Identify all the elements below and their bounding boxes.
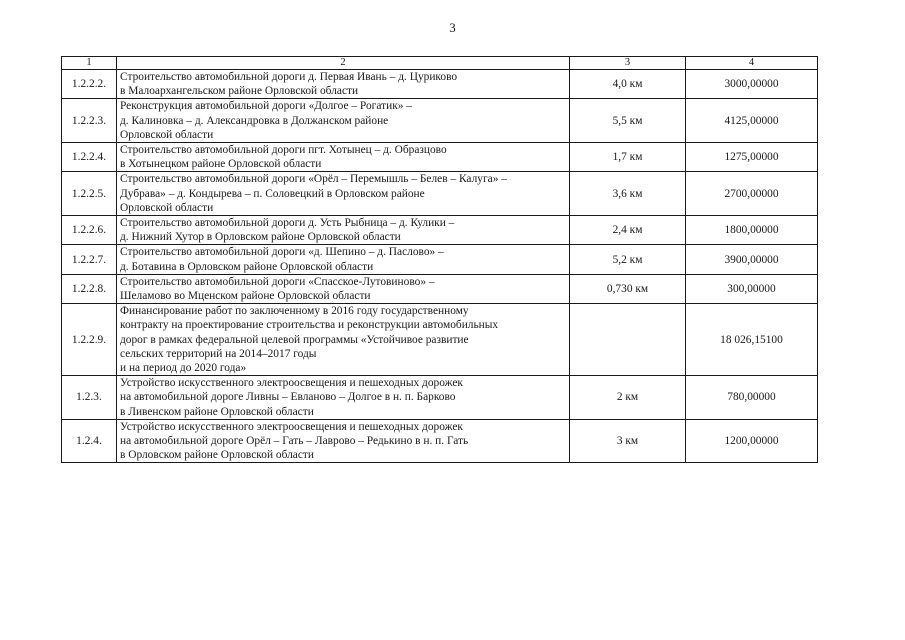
row-amount: 3000,00000 — [686, 70, 818, 99]
row-amount: 780,00000 — [686, 376, 818, 420]
row-amount: 1200,00000 — [686, 419, 818, 463]
table-row — [62, 274, 818, 303]
table-row — [62, 419, 818, 463]
row-number: 1.2.2.8. — [62, 274, 117, 303]
row-number: 1.2.2.2. — [62, 70, 117, 99]
row-amount: 2700,00000 — [686, 172, 818, 216]
row-amount: 1275,00000 — [686, 143, 818, 172]
row-number: 1.2.4. — [62, 419, 117, 463]
row-amount: 4125,00000 — [686, 99, 818, 143]
table-row — [62, 172, 818, 216]
table-row — [62, 376, 818, 420]
row-length: 5,5 км — [570, 99, 686, 143]
header-cell-3: 3 — [570, 57, 686, 70]
row-amount: 300,00000 — [686, 274, 818, 303]
header-cell-2: 2 — [117, 57, 570, 70]
row-length: 3,6 км — [570, 172, 686, 216]
row-description: Строительство автомобильной дороги «Орёл – Перемышль – Белев – Калуга» – Дубрава» – д. Кондырева – п. Соловецкий в Орловском районе Орловской области — [117, 172, 570, 216]
row-description: Строительство автомобильной дороги пгт. Хотынец – д. Образцово в Хотынецком районе Орловской области — [117, 143, 570, 172]
page-number: 3 — [449, 20, 456, 35]
row-amount: 3900,00000 — [686, 245, 818, 274]
header-cell-1: 1 — [62, 57, 117, 70]
row-description: Строительство автомобильной дороги д. Усть Рыбница – д. Кулики – д. Нижний Хутор в Орловском районе Орловской области — [117, 216, 570, 245]
document-table — [61, 56, 818, 463]
row-length — [570, 304, 686, 376]
row-description: Устройство искусственного электроосвещения и пешеходных дорожек на автомобильной дороге Ливны – Евланово – Долгое в н. п. Барково в Ливенском районе Орловской области — [117, 376, 570, 420]
row-length: 0,730 км — [570, 274, 686, 303]
row-length: 2,4 км — [570, 216, 686, 245]
row-number: 1.2.2.5. — [62, 172, 117, 216]
row-length: 2 км — [570, 376, 686, 420]
row-number: 1.2.2.3. — [62, 99, 117, 143]
row-number: 1.2.3. — [62, 376, 117, 420]
row-amount: 18 026,15100 — [686, 304, 818, 376]
row-description: Строительство автомобильной дороги «Спасское-Лутовиново» – Шеламово во Мценском районе Орловской области — [117, 274, 570, 303]
row-length: 5,2 км — [570, 245, 686, 274]
table-row — [62, 143, 818, 172]
row-length: 3 км — [570, 419, 686, 463]
header-cell-4: 4 — [686, 57, 818, 70]
row-length: 4,0 км — [570, 70, 686, 99]
row-number: 1.2.2.6. — [62, 216, 117, 245]
row-description: Строительство автомобильной дороги «д. Шепино – д. Паслово» – д. Ботавина в Орловском районе Орловской области — [117, 245, 570, 274]
row-number: 1.2.2.7. — [62, 245, 117, 274]
row-description: Строительство автомобильной дороги д. Первая Ивань – д. Цуриково в Малоархангельском районе Орловской области — [117, 70, 570, 99]
row-description: Устройство искусственного электроосвещения и пешеходных дорожек на автомобильной дороге Орёл – Гать – Лаврово – Редькино в н. п. Гать в Орловском районе Орловской области — [117, 419, 570, 463]
row-length: 1,7 км — [570, 143, 686, 172]
row-number: 1.2.2.4. — [62, 143, 117, 172]
row-number: 1.2.2.9. — [62, 304, 117, 376]
table-header-row — [62, 57, 818, 70]
table-row — [62, 245, 818, 274]
table-row — [62, 70, 818, 99]
table-row — [62, 216, 818, 245]
row-description: Финансирование работ по заключенному в 2016 году государственному контракту на проектирование строительства и реконструкции автомобильных дорог в рамках федеральной целевой программы «Устойчивое развитие сельских территорий на 2014–2017 годы и на период до 2020 года» — [117, 304, 570, 376]
row-description: Реконструкция автомобильной дороги «Долгое – Рогатик» – д. Калиновка – д. Александровка в Должанском районе Орловской области — [117, 99, 570, 143]
table-row — [62, 99, 818, 143]
row-amount: 1800,00000 — [686, 216, 818, 245]
table-row — [62, 304, 818, 376]
